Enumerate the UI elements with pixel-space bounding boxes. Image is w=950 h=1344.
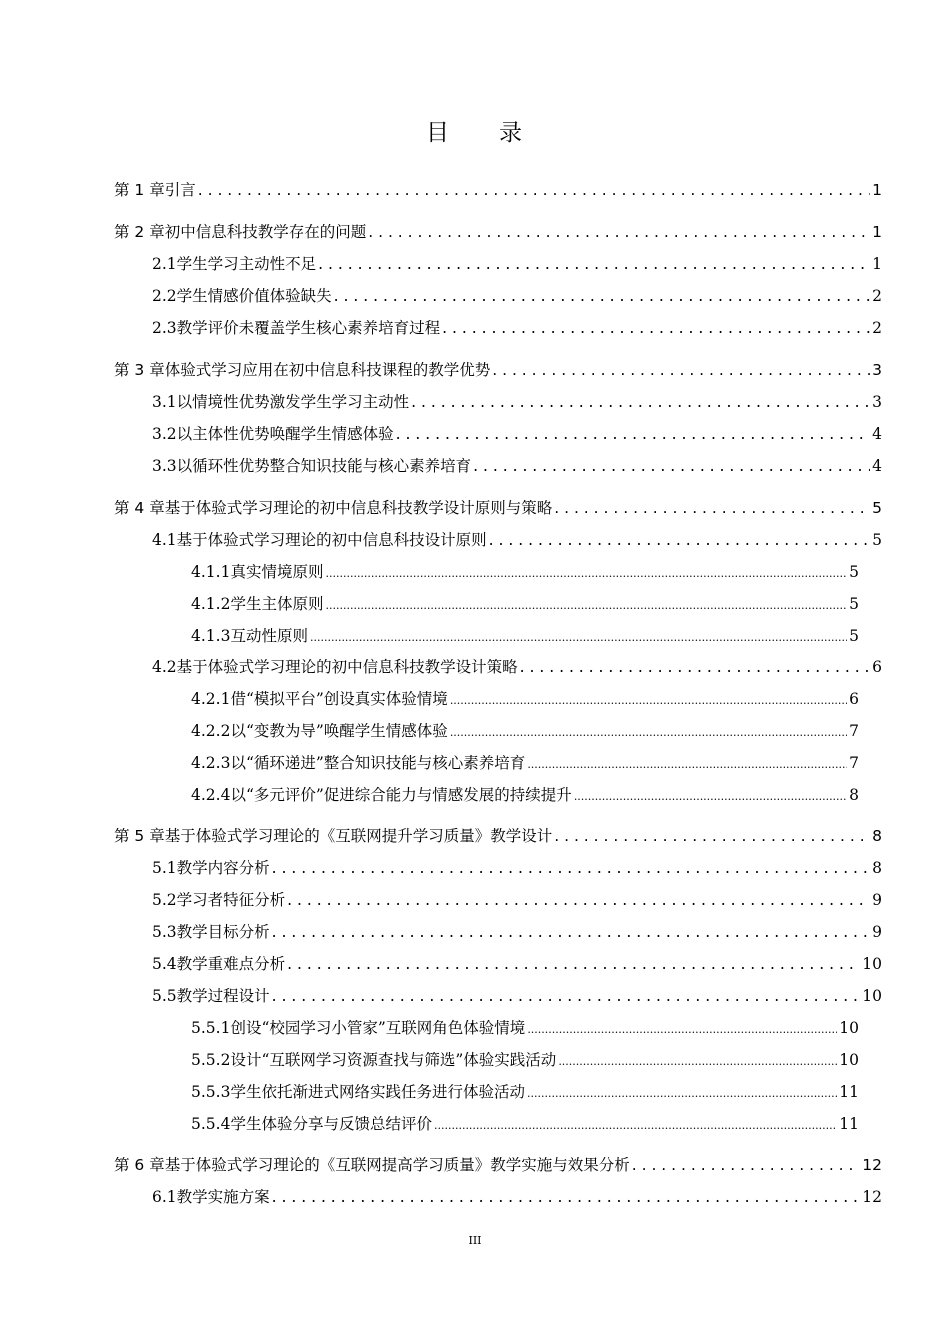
toc-entry-page: 8: [872, 859, 882, 877]
toc-title-char-1: 目: [426, 120, 451, 146]
toc-entry-title: 互动性原则: [230, 627, 308, 645]
toc-entry-page: 3: [872, 361, 882, 379]
toc-leader-dots: [310, 631, 847, 644]
toc-entry-title: 设计“互联网学习资源查找与筛选”体验实践活动: [230, 1051, 557, 1069]
toc-entry-number: 3.1: [152, 393, 177, 411]
toc-leader-dots: [489, 531, 870, 549]
toc-leader-dots: [334, 287, 870, 305]
toc-leader-dots: [287, 955, 860, 973]
toc-entry-level-3[interactable]: [191, 560, 859, 586]
toc-leader-dots: [396, 425, 870, 443]
toc-entry-number: 2.1: [152, 255, 177, 273]
toc-entry-page: 2: [872, 319, 882, 337]
toc-leader-dots: [450, 694, 847, 707]
toc-entry-number: 第 4 章: [114, 499, 165, 517]
toc-entry-title: 教学实施方案: [176, 1188, 270, 1206]
page-number-footer: III: [468, 1234, 482, 1247]
toc-entry-number: 4.1.1: [191, 563, 231, 581]
toc-entry-page: 11: [839, 1115, 859, 1133]
toc-entry-level-3[interactable]: [191, 1048, 859, 1074]
toc-entry-number: 5.3: [152, 923, 177, 941]
toc-entry-number: 4.2.1: [191, 690, 231, 708]
toc-entry-number: 3.2: [152, 425, 177, 443]
toc-entry-page: 10: [862, 955, 882, 973]
toc-entry-title: 以“循环递进”整合知识技能与核心素养培育: [230, 754, 526, 772]
toc-entry-title: 学生体验分享与反馈总结评价: [230, 1115, 432, 1133]
toc-leader-dots: [318, 255, 870, 273]
toc-entry-title: 学生情感价值体验缺失: [176, 287, 332, 305]
toc-entry-title: 基于体验式学习理论的初中信息科技设计原则: [176, 531, 487, 549]
toc-entry-title: 以循环性优势整合知识技能与核心素养培育: [176, 457, 472, 475]
toc-entry-level-3[interactable]: [191, 687, 859, 713]
toc-entry-title: 学习者特征分析: [176, 891, 286, 909]
toc-entry-number: 4.1.2: [191, 595, 231, 613]
toc-entry-title: 学生学习主动性不足: [176, 255, 317, 273]
toc-entry-page: 12: [862, 1188, 882, 1206]
toc-entry-level-2[interactable]: [152, 422, 882, 448]
toc-entry-page: 7: [849, 722, 859, 740]
toc-leader-dots: [492, 361, 870, 379]
toc-entry-level-2[interactable]: [152, 856, 882, 882]
toc-leader-dots: [442, 319, 870, 337]
toc-entry-title: 以“变教为导”唤醒学生情感体验: [230, 722, 448, 740]
toc-entry-number: 5.1: [152, 859, 177, 877]
toc-entry-title: 创设“校园学习小管家”互联网角色体验情境: [230, 1019, 526, 1037]
toc-entry-number: 第 1 章: [114, 181, 165, 199]
toc-entry-level-2[interactable]: [152, 952, 882, 978]
toc-entry-level-2[interactable]: [152, 655, 882, 681]
toc-leader-dots: [272, 1188, 861, 1206]
toc-entry-title: 学生主体原则: [230, 595, 324, 613]
toc-entry-title: 教学内容分析: [176, 859, 270, 877]
toc-leader-dots: [450, 726, 847, 739]
toc-entry-level-3[interactable]: [191, 624, 859, 650]
toc-entry-page: 8: [872, 827, 882, 845]
toc-entry-page: 5: [849, 563, 859, 581]
toc-entry-title: 基于体验式学习理论的初中信息科技教学设计策略: [176, 658, 518, 676]
toc-entry-page: 5: [849, 627, 859, 645]
toc-entry-title: 教学目标分析: [176, 923, 270, 941]
toc-entry-title: 引言: [164, 181, 196, 199]
toc-entry-level-1[interactable]: [114, 496, 882, 522]
toc-entry-page: 10: [839, 1051, 859, 1069]
toc-title-char-2: 录: [499, 120, 524, 146]
toc-leader-dots: [558, 1055, 837, 1068]
toc-entry-title: 基于体验式学习理论的《互联网提升学习质量》教学设计: [164, 827, 553, 845]
toc-entry-page: 10: [839, 1019, 859, 1037]
toc-leader-dots: [325, 567, 847, 580]
toc-entry-number: 2.3: [152, 319, 177, 337]
toc-leader-dots: [434, 1119, 837, 1132]
toc-entry-level-1[interactable]: [114, 220, 882, 246]
toc-entry-level-2[interactable]: [152, 252, 882, 278]
toc-entry-number: 4.2: [152, 658, 177, 676]
toc-entry-level-1[interactable]: [114, 1153, 882, 1179]
toc-entry-level-1[interactable]: [114, 178, 882, 204]
toc-entry-level-2[interactable]: [152, 454, 882, 480]
toc-entry-level-3[interactable]: [191, 1080, 859, 1106]
toc-entry-title: 基于体验式学习理论的初中信息科技教学设计原则与策略: [164, 499, 553, 517]
toc-entry-title: 以“多元评价”促进综合能力与情感发展的持续提升: [230, 786, 572, 804]
toc-leader-dots: [473, 457, 870, 475]
toc-entry-page: 5: [849, 595, 859, 613]
toc-entry-level-2[interactable]: [152, 920, 882, 946]
toc-entry-title: 体验式学习应用在初中信息科技课程的教学优势: [164, 361, 491, 379]
toc-entry-title: 真实情境原则: [230, 563, 324, 581]
toc-leader-dots: [632, 1156, 861, 1174]
toc-entry-title: 初中信息科技教学存在的问题: [164, 223, 367, 241]
toc-entry-page: 3: [872, 393, 882, 411]
toc-entry-level-2[interactable]: [152, 1185, 882, 1211]
toc-leader-dots: [527, 1087, 837, 1100]
toc-entry-number: 4.2.4: [191, 786, 231, 804]
toc-leader-dots: [554, 827, 870, 845]
toc-entry-number: 4.2.3: [191, 754, 231, 772]
toc-entry-number: 第 5 章: [114, 827, 165, 845]
toc-leader-dots: [368, 223, 870, 241]
toc-entry-level-1[interactable]: [114, 824, 882, 850]
toc-leader-dots: [272, 923, 870, 941]
toc-entry-level-2[interactable]: [152, 284, 882, 310]
toc-entry-title: 教学评价未覆盖学生核心素养培育过程: [176, 319, 441, 337]
toc-entry-level-2[interactable]: [152, 888, 882, 914]
toc-entry-level-2[interactable]: [152, 984, 882, 1010]
toc-leader-dots: [325, 599, 847, 612]
toc-entry-page: 4: [872, 425, 882, 443]
toc-entry-title: 基于体验式学习理论的《互联网提高学习质量》教学实施与效果分析: [164, 1156, 630, 1174]
toc-leader-dots: [287, 891, 870, 909]
toc-entry-number: 第 3 章: [114, 361, 165, 379]
toc-entry-number: 第 2 章: [114, 223, 165, 241]
toc-entry-title: 借“模拟平台”创设真实体验情境: [230, 690, 448, 708]
toc-entry-number: 3.3: [152, 457, 177, 475]
toc-leader-dots: [411, 393, 870, 411]
toc-entry-level-3[interactable]: [191, 592, 859, 618]
toc-entry-number: 5.4: [152, 955, 177, 973]
toc-entry-title: 以主体性优势唤醒学生情感体验: [176, 425, 394, 443]
toc-entry-page: 1: [872, 181, 882, 199]
toc-entry-number: 5.2: [152, 891, 177, 909]
toc-entry-title: 教学重难点分析: [176, 955, 286, 973]
toc-entry-number: 4.1: [152, 531, 177, 549]
toc-entry-page: 9: [872, 923, 882, 941]
toc-entry-number: 5.5.3: [191, 1083, 231, 1101]
toc-entry-page: 9: [872, 891, 882, 909]
toc-entry-title: 以情境性优势激发学生学习主动性: [176, 393, 410, 411]
toc-entry-page: 7: [849, 754, 859, 772]
toc-entry-number: 5.5.1: [191, 1019, 231, 1037]
toc-leader-dots: [272, 987, 861, 1005]
toc-entry-number: 第 6 章: [114, 1156, 165, 1174]
toc-entry-page: 12: [862, 1156, 882, 1174]
toc-entry-number: 5.5.4: [191, 1115, 231, 1133]
toc-entry-level-2[interactable]: [152, 528, 882, 554]
toc-entry-number: 5.5: [152, 987, 177, 1005]
toc-leader-dots: [527, 1023, 837, 1036]
toc-leader-dots: [198, 181, 870, 199]
toc-leader-dots: [527, 758, 847, 771]
toc-entry-page: 5: [872, 531, 882, 549]
toc-entry-page: 2: [872, 287, 882, 305]
toc-leader-dots: [574, 790, 847, 803]
toc-leader-dots: [272, 859, 870, 877]
toc-leader-dots: [554, 499, 870, 517]
toc-entry-number: 4.1.3: [191, 627, 231, 645]
toc-entry-number: 5.5.2: [191, 1051, 231, 1069]
toc-leader-dots: [520, 658, 870, 676]
toc-entry-page: 11: [839, 1083, 859, 1101]
toc-entry-page: 10: [862, 987, 882, 1005]
toc-entry-title: 教学过程设计: [176, 987, 270, 1005]
toc-entry-number: 4.2.2: [191, 722, 231, 740]
toc-entry-level-3[interactable]: [191, 719, 859, 745]
toc-entry-page: 6: [872, 658, 882, 676]
toc-entry-level-3[interactable]: [191, 783, 859, 809]
toc-entry-page: 1: [872, 223, 882, 241]
toc-entry-title: 学生依托渐进式网络实践任务进行体验活动: [230, 1083, 525, 1101]
toc-entry-page: 8: [849, 786, 859, 804]
toc-entry-page: 5: [872, 499, 882, 517]
toc-entry-number: 6.1: [152, 1188, 177, 1206]
toc-entry-level-2[interactable]: [152, 316, 882, 342]
toc-entry-level-3[interactable]: [191, 751, 859, 777]
toc-entry-level-2[interactable]: [152, 390, 882, 416]
toc-entry-level-3[interactable]: [191, 1112, 859, 1138]
toc-entry-level-1[interactable]: [114, 358, 882, 384]
toc-entry-page: 1: [872, 255, 882, 273]
toc-entry-page: 4: [872, 457, 882, 475]
toc-entry-level-3[interactable]: [191, 1016, 859, 1042]
toc-entry-number: 2.2: [152, 287, 177, 305]
toc-entry-page: 6: [849, 690, 859, 708]
